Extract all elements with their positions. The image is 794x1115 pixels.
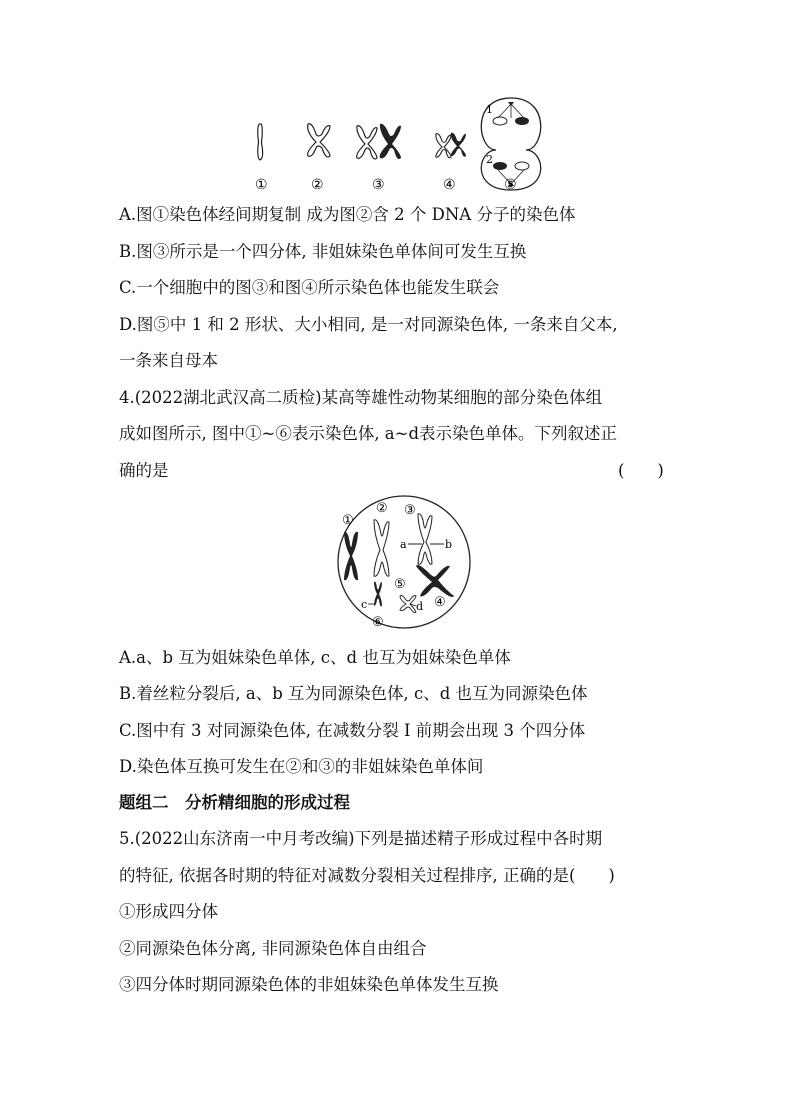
q4-option-a: A.a、b 互为姐妹染色单体, c、d 也互为姐妹染色单体 [119, 648, 511, 667]
chromosome-6-fig2 [374, 582, 382, 607]
q3-option-b: B.图③所示是一个四分体, 非姐妹染色单体间可发生互换 [119, 242, 527, 261]
q5-stem-1: 5.(2022山东济南一中月考改编)下列是描述精子形成过程中各时期 [119, 829, 603, 848]
q5-stem-2: 的特征, 依据各时期的特征对减数分裂相关过程排序, 正确的是( ) [119, 866, 615, 885]
chromosome-4-fig2 [416, 565, 454, 597]
q4-stem-1: 4.(2022湖北武汉高二质检)某高等雄性动物某细胞的部分染色体组 [119, 388, 603, 407]
q5-item-2: ②同源染色体分离, 非同源染色体自由组合 [119, 939, 427, 958]
q5-item-3: ③四分体时期同源染色体的非姐妹染色单体发生互换 [119, 975, 499, 994]
q4-option-c: C.图中有 3 对同源染色体, 在减数分裂 Ⅰ 前期会出现 3 个四分体 [119, 721, 586, 740]
group-heading: 题组二 分析精细胞的形成过程 [119, 793, 350, 812]
cell-label-1: 1 [486, 103, 493, 116]
q4-option-b: B.着丝粒分裂后, a、b 互为同源染色体, c、d 也互为同源染色体 [119, 684, 588, 703]
fig2-label-4: ④ [434, 595, 446, 610]
cell-figure-2 [324, 492, 484, 632]
fig2-label-6: ⑥ [372, 615, 384, 630]
figure-label-1: ① [255, 177, 268, 193]
chromosome-3-fig2 [408, 514, 444, 565]
fig2-label-2: ② [376, 501, 388, 516]
chromosome-figure-1 [0, 0, 794, 200]
figure-label-4: ④ [443, 177, 456, 193]
chromosome-1-fig2 [344, 532, 358, 581]
chromosome-3 [357, 124, 401, 159]
chromosome-5-fig2 [400, 596, 416, 613]
chromosome-2 [308, 124, 330, 157]
fig2-label-1: ① [342, 513, 354, 528]
q5-item-1: ①形成四分体 [119, 902, 218, 921]
q3-option-d-cont: 一条来自母本 [119, 351, 218, 370]
cell-label-2: 2 [486, 153, 493, 166]
fig2-label-b: b [445, 538, 453, 551]
figure-label-2: ② [311, 177, 324, 193]
q4-answer-paren: ( ) [618, 461, 664, 480]
fig2-label-d: d [416, 600, 424, 613]
fig2-label-a: a [400, 538, 407, 551]
figure-label-5: ⑤ [504, 177, 517, 193]
q3-option-d: D.图⑤中 1 和 2 形状、大小相同, 是一对同源染色体, 一条来自父本, [119, 315, 618, 334]
q4-stem-3: 确的是 [119, 461, 169, 480]
q3-option-c: C.一个细胞中的图③和图④所示染色体也能发生联会 [119, 278, 500, 297]
q3-option-a: A.图①染色体经间期复制 成为图②含 2 个 DNA 分子的染色体 [119, 205, 576, 224]
figure-label-3: ③ [372, 177, 385, 193]
chromosome-1 [258, 124, 263, 160]
q4-option-d: D.染色体互换可发生在②和③的非姐妹染色单体间 [119, 757, 484, 776]
q4-stem-2: 成如图所示, 图中①~⑥表示染色体, a~d表示染色单体。下列叙述正 [119, 424, 618, 443]
fig2-label-3: ③ [404, 503, 416, 518]
chromosome-2-fig2 [374, 520, 389, 576]
fig2-label-5: ⑤ [394, 577, 406, 592]
chromosome-4 [436, 133, 466, 158]
fig2-label-c: c [361, 598, 368, 611]
